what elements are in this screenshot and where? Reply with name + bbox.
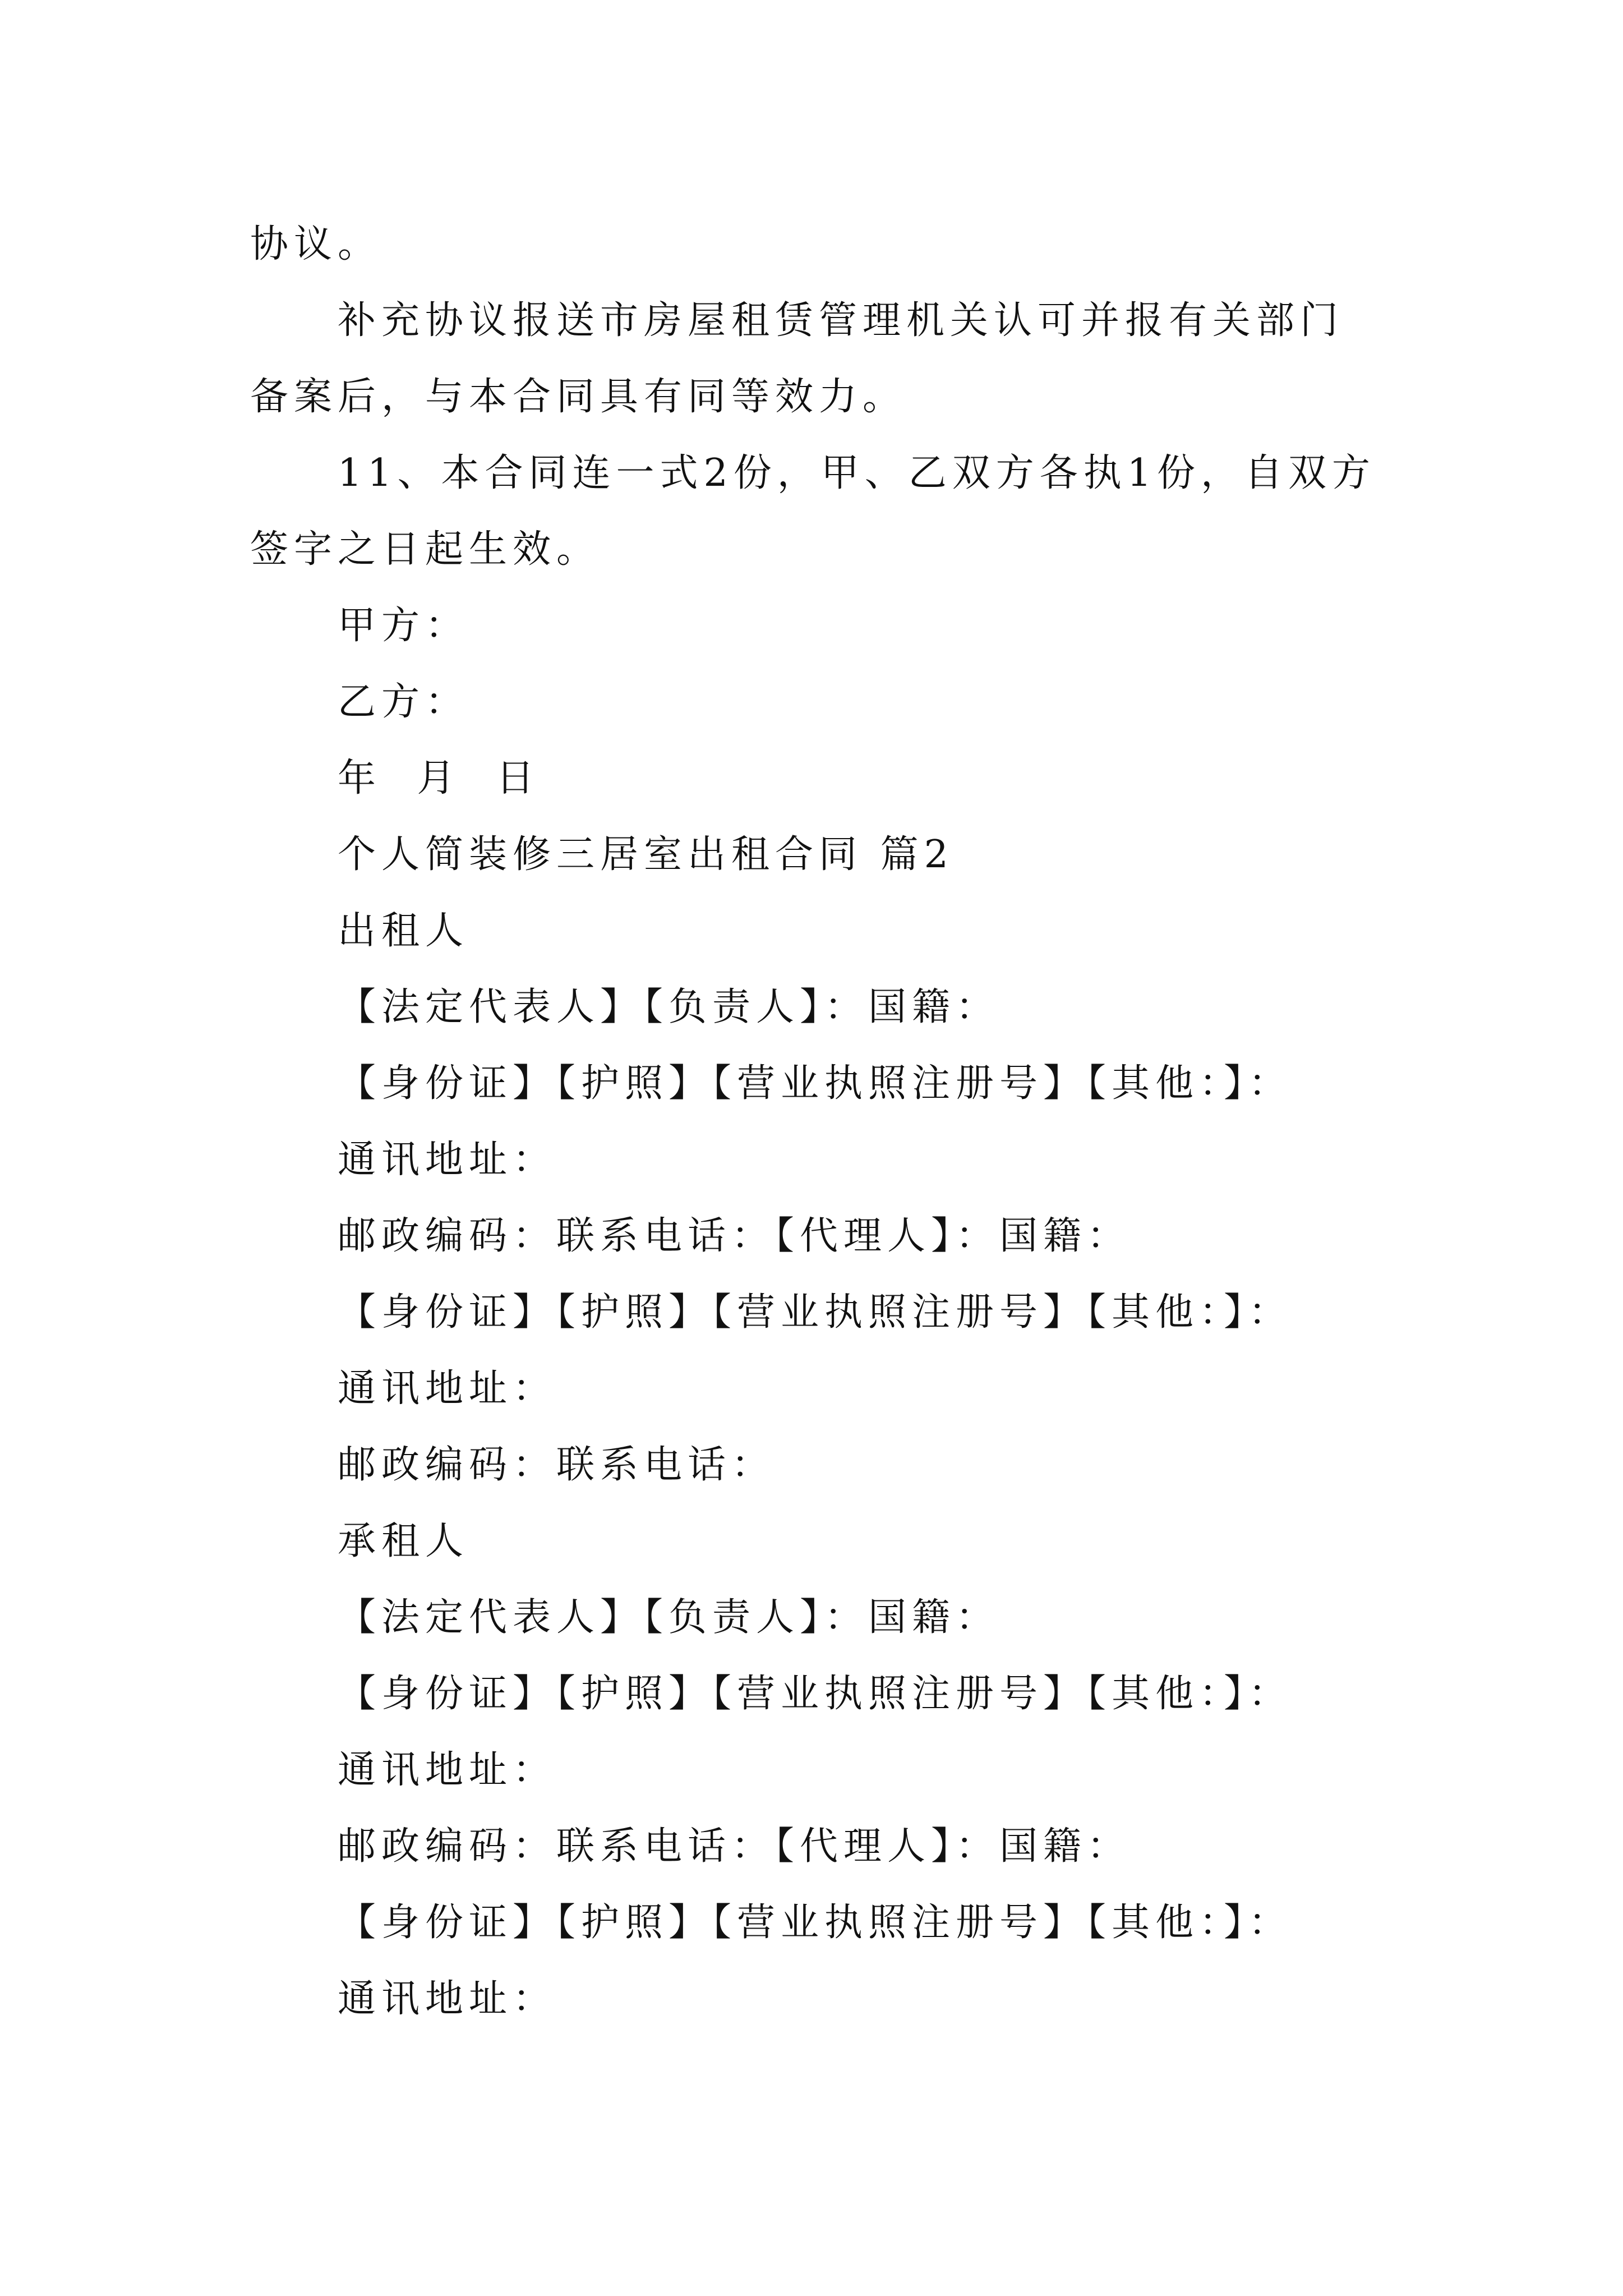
lessor-heading: 出租人 xyxy=(338,909,469,953)
lessee-heading: 承租人 xyxy=(338,1519,469,1563)
lessor-agent-postal-line: 邮政编码：联系电话： xyxy=(338,1443,776,1487)
lessee-id-line: 【身份证】【护照】【营业执照注册号】【其他：】： xyxy=(338,1672,1293,1716)
party-b-label: 乙方： xyxy=(338,680,469,724)
lessor-legal-rep-line: 【法定代表人】【负责人】：国籍： xyxy=(338,985,1000,1029)
lessee-address-line: 通讯地址： xyxy=(338,1748,557,1792)
section-title: 个人简装修三居室出租合同 篇2 xyxy=(338,832,954,877)
paragraph-clause-11: 11、本合同连一式2份，甲、乙双方各执1份，自双方签字之日起生效。 xyxy=(250,451,1376,572)
document-body xyxy=(250,206,1383,2037)
lessee-legal-rep-line: 【法定代表人】【负责人】：国籍： xyxy=(338,1595,1000,1640)
lessee-agent-id-line: 【身份证】【护照】【营业执照注册号】【其他：】： xyxy=(338,1901,1293,1945)
party-a-label: 甲方： xyxy=(338,604,469,648)
lessor-agent-id-line: 【身份证】【护照】【营业执照注册号】【其他：】： xyxy=(338,1290,1293,1335)
lessor-id-line: 【身份证】【护照】【营业执照注册号】【其他：】： xyxy=(338,1061,1293,1106)
paragraph-supplementary-agreement: 补充协议报送市房屋租赁管理机关认可并报有关部门备案后，与本合同具有同等效力。 xyxy=(250,298,1344,419)
lessor-address-line: 通讯地址： xyxy=(338,1138,557,1182)
lessor-agent-address-line: 通讯地址： xyxy=(338,1366,557,1411)
paragraph-agreement-end: 协议。 xyxy=(250,222,382,266)
lessee-agent-address-line: 通讯地址： xyxy=(338,1977,557,2021)
date-line: 年 月 日 xyxy=(338,756,540,800)
lessee-postal-agent-line: 邮政编码：联系电话：【代理人】：国籍： xyxy=(338,1824,1131,1869)
lessor-postal-agent-line: 邮政编码：联系电话：【代理人】：国籍： xyxy=(338,1214,1131,1258)
